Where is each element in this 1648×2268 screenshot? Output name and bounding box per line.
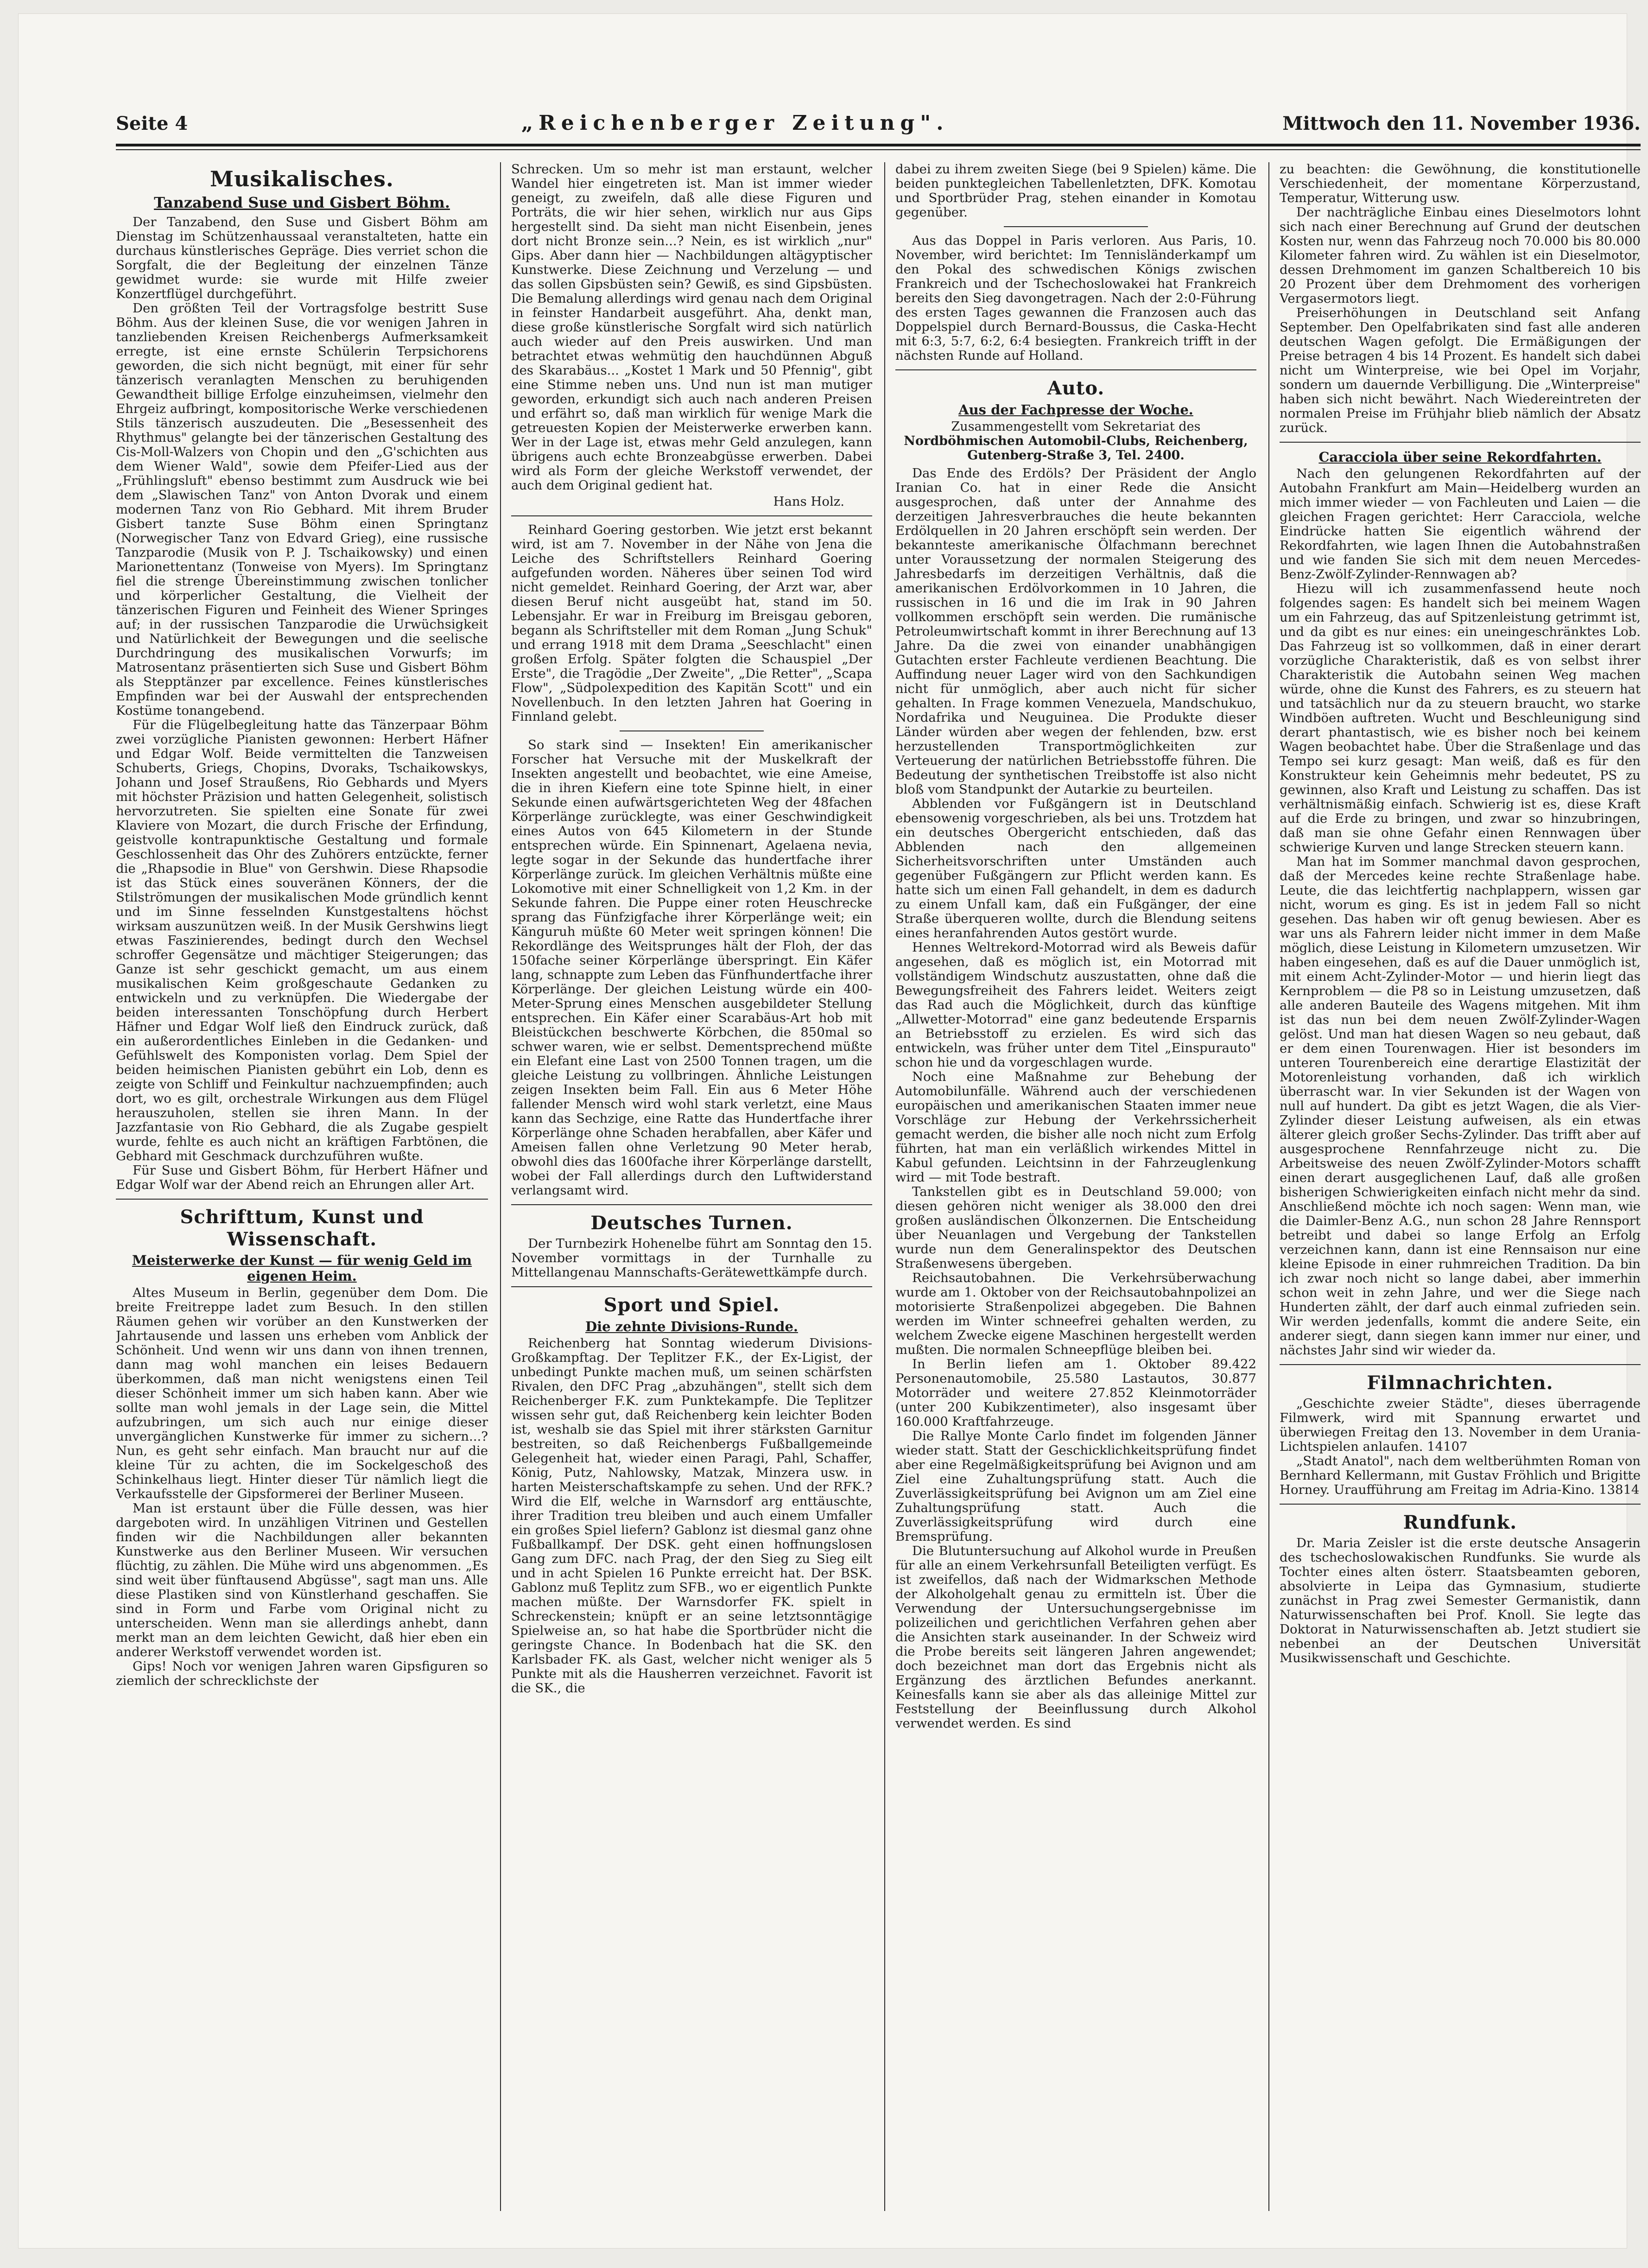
article-signature: Hans Holz. (773, 494, 844, 509)
column-4 (1268, 162, 1641, 2211)
article-divider (1280, 1504, 1641, 1505)
article-paragraph: Die Blutuntersuchung auf Alkohol wurde in Preußen für alle an einem Verkehrsunfall Beteiligten verfügt. Es ist zweifellos, daß nach der Widmarkschen Methode der Alkoholgehalt genau zu ermitteln ist. Über die Verwendung der Untersuchungsergebnisse im polizeilichen und gerichtlichen Verfahren gehen aber die Ansichten stark auseinander. In der Schweiz wird die Probe bereits seit längeren Jahren angewendet; doch bezeichnet man dort das Ergebnis nicht als Ergänzung des ärztlichen Befundes anerkannt. Keinesfalls kann sie aber als das alleinige Mittel zur Feststellung der Beeinflussung durch Alkohol verwendet werden. Es sind (895, 1544, 1256, 1731)
article-paragraph: Nach den gelungenen Rekordfahrten auf der Autobahn Frankfurt am Main—Heidelberg wurden an mich immer wieder — von Fachleuten und Laien — die gleichen Fragen gerichtet: Herr Caracciola, welche Eindrücke hatten Sie eigentlich während der Rekordfahrten, wie lagen Ihnen die Autobahnstraßen und wie fanden Sie sich mit dem neuen Mercedes-Benz-Zwölf-Zylinder-Rennwagen ab? (1280, 466, 1641, 582)
article-paragraph-tennis: Aus das Doppel in Paris verloren. Aus Paris, 10. November, wird berichtet: Im Tennisländerkampf um den Pokal des schwedischen Königs zwischen Frankreich und der Tschechoslowakei hat Frankreich bereits den Sieg davongetragen. Nach der 2:0-Führung des ersten Tages gewannen die Franzosen auch das Doppelspiel durch Bernard-Boussus, die Caska-Hecht mit 6:3, 5:7, 6:2, 6:4 besiegten. Frankreich trifft in der nächsten Runde auf Holland. (895, 233, 1256, 363)
article-paragraph: zu beachten: die Gewöhnung, die konstitutionelle Verschiedenheit, der momentane Körperzustand, Temperatur, Witterung usw. (1280, 162, 1641, 205)
article-paragraph: dabei zu ihrem zweiten Siege (bei 9 Spielen) käme. Die beiden punktegleichen Tabellenletzten, DFK. Komotau und Sportbrüder Prag, stehen einander in Komotau gegenüber. (895, 162, 1256, 220)
column-1 (116, 162, 488, 2211)
article-paragraph: Den größten Teil der Vortragsfolge bestritt Suse Böhm. Aus der kleinen Suse, die vor wenigen Jahren in tanzliebenden Kreisen Reichenbergs Aufmerksamkeit erregte, ist eine ernste Schülerin Terpsichorens geworden, die sich nicht begnügt, mit einer für sehr tänzerisch veranlagten Menschen zu beruhigenden Gewandtheit billige Erfolge einzuheimsen, vielmehr den Ehrgeiz aufbringt, kompositorische Werke verschiedenen Stils tänzerisch auszudeuten. Die „Besessenheit des Rhythmus" gelangte bei der tänzerischen Gestaltung des Cis-Moll-Walzers von Chopin und den „G'schichten aus dem Wiener Wald", sowie dem Pfeifer-Lied aus der „Frühlingsluft" ebenso bestimmt zum Ausdruck wie bei dem „Slawischen Tanz" von Anton Dvorak und einem modernen Tanz von Rio Gebhard. Mit ihrem Bruder Gisbert tanzte Suse Böhm einen Springtanz (Norwegischer Tanz von Edvard Grieg), eine russische Tanzparodie (Musik von P. J. Tschaikowsky) und einen Marionettentanz (Tonweise von Myers). Im Springtanz fiel die strenge Übereinstimmung zwischen tonlicher und körperlicher Gestaltung, die Vielheit der tänzerischen Figuren und Feinheit des Wiener Springes auf; in der russischen Tanzparodie die Urwüchsigkeit und Natürlichkeit der Bewegungen und die seelische Durchdringung des musikalischen Vorwurfs; im Matrosentanz präsentierten sich Suse und Gisbert Böhm als Stepptänzer par excellence. Feines künstlerisches Empfinden war bei der Auswahl der entsprechenden Kostüme tonangebend. (116, 301, 488, 718)
section-heading-gymnastics: Deutsches Turnen. (590, 1212, 793, 1234)
article-title-division-round: Die zehnte Divisions-Runde. (585, 1319, 798, 1334)
article-paragraph: Der Tanzabend, den Suse und Gisbert Böhm am Dienstag im Schützenhaussaal veranstalteten, hatte ein durchaus künstlerisches Gepräge. Dies verriet schon die Sorgfalt, die der Begleitung der einzelnen Tänze gewidmet wurde: sie wurde mit Hilfe zweier Konzertflügel durchgeführt. (116, 215, 488, 301)
article-paragraph: Reichsautobahnen. Die Verkehrsüberwachung wurde am 1. Oktober von der Reichsautobahnpolizei an motorisierte Straßenpolizei abgegeben. Die Bahnen werden im Winter schneefrei gehalten werden, zu welchem Zwecke eigene Maschinen hergestellt werden mußten. Die normalen Schneepflüge bleiben bei. (895, 1271, 1256, 1357)
issue-date: Mittwoch den 11. November 1936. (1282, 113, 1641, 134)
masthead (116, 111, 1641, 135)
section-heading-literature: Schrifttum, Kunst und Wissenschaft. (180, 1206, 424, 1250)
section-heading-radio: Rundfunk. (1403, 1512, 1517, 1533)
article-paragraph: Für die Flügelbegleitung hatte das Tänzerpaar Böhm zwei vorzügliche Pianisten gewonnen: Herbert Häfner und Edgar Wolf. Beide vermittelten die Tanzweisen Schuberts, Griegs, Chopins, Dvoraks, Tschaikowskys, Johann und Josef Straußens, Rio Gebhards und Myers mit höchster Präzision und hatten Gelegenheit, solistisch hervorzutreten. Sie spielten eine Sonate für zwei Klaviere von Mozart, die durch Frische der Erfindung, geistvolle kontrapunktische Gestaltung und formale Geschlossenheit das Ohr des Zuhörers entzückte, ferner die „Rhapsodie in Blue" von Gershwin. Diese Rhapsodie ist das Stück eines souveränen Könners, der die Stilströmungen der musikalischen Mode gründlich kennt und im Sinne fesselnden Kunstgestaltens höchst wirksam auszunützen weiß. In der Musik Gershwins liegt etwas Faszinierendes, bedingt durch den Wechsel schroffer Gegensätze und mächtiger Steigerungen; das Ganze ist sehr geschickt gemacht, um aus einem musikalischen Keim großgeschaute Gedanken zu entwickeln und zu verknüpfen. Die Wiedergabe der beiden interessanten Tonschöpfung durch Herbert Häfner und Edgar Wolf ließ den Eindruck zurück, daß ein außerordentliches Einleben in die Gedanken- und Gefühlswelt des Komponisten vorlag. Dem Spiel der beiden heimischen Pianisten gebührt ein Lob, denn es zeigte von Schliff und Feinkultur nachzuempfinden; auch dort, wo es gilt, orchestrale Wirkungen aus dem Flügel herauszuholen, stellen sie ihren Mann. In der Jazzfantasie von Rio Gebhard, die als Zugabe gespielt wurde, fehlte es auch nicht an kräftigen Farbtönen, die Gebhard mit Geschmack durchzuführen wußte. (116, 718, 488, 1163)
article-divider (1004, 226, 1148, 227)
article-paragraph: Hennes Weltrekord-Motorrad wird als Beweis dafür angesehen, daß es möglich ist, ein Motorrad mit vollständigem Windschutz auszustatten, ohne daß die Bewegungsfreiheit des Fahrers leidet. Weiters zeigt das Rad auch die Möglichkeit, durch das künftige „Allwetter-Motorrad" eine ganz bedeutende Ersparnis an Betriebsstoff zu erzielen. Es wird sich das entwickeln, was früher unter dem Titel „Einspurauto" schon hie und da vorgeschlagen wurde. (895, 940, 1256, 1070)
article-paragraph: Dr. Maria Zeisler ist die erste deutsche Ansagerin des tschechoslowakischen Rundfunks. Sie wurde als Tochter eines alten österr. Staatsbeamten geboren, absolvierte in Leipa das Gymnasium, studierte zunächst in Prag zwei Semester Germanistik, dann Naturwissenschaften bei Prof. Knoll. Sie legte das Doktorat in Naturwissenschaften ab. Jetzt studiert sie nebenbei an der Deutschen Universität Musikwissenschaft und Geschichte. (1280, 1536, 1641, 1665)
masthead-rule-thin (116, 149, 1641, 150)
article-divider (1280, 442, 1641, 443)
article-paragraph: Preiserhöhungen in Deutschland seit Anfang September. Den Opelfabrikaten sind fast alle anderen deutschen Wagen gefolgt. Die Ermäßigungen der Preise betragen 4 bis 14 Prozent. Es handelt sich dabei nicht um Winterpreise, wie bei Opel im Vorjahr, sondern um dauernde Verbilligung. Die „Winterpreise" haben sich nicht bewährt. Nach Wiedereintreten der normalen Preise im Frühjahr blieb nämlich der Absatz zurück. (1280, 305, 1641, 435)
article-title-masterworks: Meisterwerke der Kunst — für wenig Geld im eigenen Heim. (132, 1252, 472, 1284)
article-paragraph: Die Rallye Monte Carlo findet im folgenden Jänner wieder statt. Statt der Geschicklichkeitsprüfung findet aber eine Regelmäßigkeitsprüfung bei Avignon und am Ziel eine Zuhaltungsprüfung statt. Auch die Zuverlässigkeitsprüfung bei Avignon um am Ziel eine Zuhaltungsprüfung statt. Auch die Zuverlässigkeitsprüfung wird durch eine Bremsprüfung. (895, 1429, 1256, 1544)
newspaper-title: „Reichenberger Zeitung". (521, 111, 949, 135)
article-paragraph: Man hat im Sommer manchmal davon gesprochen, daß der Mercedes keine rechte Straßenlage habe. Leute, die das leichtfertig nachplappern, wissen gar nicht, worum es ging. Es ist in jedem Fall so nicht gesehen. Das haben wir oft genug bewiesen. Aber es war uns als Fahrern leider nicht immer in dem Maße möglich, diese Leistung in Kilometern umzusetzen. Wir haben eingesehen, daß es auf die Dauer unmöglich ist, mit einem Acht-Zylinder-Motor — und hierin liegt das Kernproblem — die P8 so in Leistung umzusetzen, daß alle anderen Bauteile des Wagens mitgehen. Mit ihm ist das nun bei dem neuen Zwölf-Zylinder-Wagen gelöst. Und man hat diesen Wagen so neu gebaut, daß er dem einen Tourenwagen. Hier ist besonders im unteren Tourenbereich eine derartige Elastizität der Motorenleistung vorhanden, daß ich wirklich überrascht war. In vier Sekunden ist der Wagen von null auf hundert. Da gibt es jetzt Wagen, die als Vier-Zylinder dieser Leistung aufweisen, als ein etwas älterer gleich großer Sechs-Zylinder. Das trifft aber auf ausgesprochene Rennfahrzeuge nicht zu. Die Arbeitsweise des neuen Zwölf-Zylinder-Motors schafft einen derart ausgeglichenen Lauf, daß alle großen bisherigen Schwierigkeiten einfach nicht mehr da sind. Anschließend möchte ich noch sagen: Wenn man, wie die Daimler-Benz A.G., nun schon 28 Jahre Rennsport betreibt und dabei so lange Erfolg an Erfolg verzeichnen kann, dann ist eine Rennsaison nur eine kleine Episode in einer ruhmreichen Tradition. Da bin ich zwar noch nicht so lange dabei, aber immerhin schon weit in zehn Jahre, und wer die Siege nach Hunderten zählt, der darf auch einmal zufrieden sein. Wir werden jedenfalls, kommt die andere Seite, ein anderer siegt, dann siegen kann immer nur einer, und nächstes Jahr sind wir wieder da. (1280, 854, 1641, 1358)
article-title-dance-evening: Tanzabend Suse und Gisbert Böhm. (154, 194, 450, 211)
article-paragraph: Noch eine Maßnahme zur Behebung der Automobilunfälle. Während auch der verschiedenen europäischen und amerikanischen Staaten immer neue Vorschläge zur Hebung der Verkehrssicherheit gemacht werden, die bisher alle noch nicht zum Erfolg führten, hat man ein verläßlich wirkendes Mittel in Kabul gefunden. Leichtsinn in der Fahrzeuglenkung wird — mit Tode bestraft. (895, 1069, 1256, 1185)
article-subtitle: Nordböhmischen Automobil-Clubs, Reichenberg, (904, 434, 1248, 448)
article-paragraph: Hiezu will ich zusammenfassend heute noch folgendes sagen: Es handelt sich bei meinem Wagen um ein Fahrzeug, das auf Spitzenleistung getrimmt ist, und da gibt es nur eines: ein uneingeschränktes Lob. Das Fahrzeug ist so vollkommen, daß in einer derart vorzügliche Charakteristik, daß es von selbst ihrer Charakteristik die Autobahn seinen Weg machen würde, ohne die Kunst des Fahrers, es zu steuern hat und tatsächlich nur da zu steuern braucht, wo starke Windböen auftreten. Wucht und Beschleunigung sind derart phantastisch, wie es bisher noch bei keinem Wagen beobachtet habe. Über die Straßenlage und das Tempo sei kurz gesagt: Man weiß, daß es für den Konstrukteur kein Geheimnis mehr bedeutet, PS zu gewinnen, also Kraft und Leistung zu schaffen. Das ist verhältnismäßig einfach. Schwierig ist es, diese Kraft auf die Erde zu bringen, und zwar so hinzubringen, daß man sie ohne Gefahr einen Rennwagen über schwierige Kurven und lange Strecken steuern kann. (1280, 581, 1641, 855)
article-paragraph: Altes Museum in Berlin, gegenüber dem Dom. Die breite Freitreppe ladet zum Besuch. In den stillen Räumen gehen wir vorüber an den Kunstwerken der Jahrtausende und lassen uns erheben vom Anblick der Schönheit. Und wenn wir uns dann von ihnen trennen, dann mag wohl manchen ein leises Bedauern überkommen, daß man nicht wenigstens einen Teil dieser Schönheit immer um sich haben kann. Aber wie sollte man wohl jemals in der Lage sein, die Mittel aufzubringen, um sich auch nur einige dieser unvergänglichen Kunstwerke für immer zu sichern...? Nun, es geht sehr einfach. Man braucht nur auf die kleine Tür zu achten, die im Sockelgeschoß des Schinkelhaus liegt. Hinter dieser Tür nämlich liegt die Verkaufsstelle der Gipsformerei der Berliner Museen. (116, 1285, 488, 1501)
article-paragraph: In Berlin liefen am 1. Oktober 89.422 Personenautomobile, 25.580 Lastautos, 30.877 Motorräder und weitere 27.852 Kleinmotorräder (unter 200 Kubikzentimeter), also insgesamt über 160.000 Kraftfahrzeuge. (895, 1357, 1256, 1429)
article-title-caracciola: Caracciola über seine Rekordfahrten. (1318, 449, 1602, 465)
masthead-rule (116, 144, 1641, 146)
section-heading-sport: Sport und Spiel. (603, 1294, 780, 1316)
article-paragraph: Der nachträgliche Einbau eines Dieselmotors lohnt sich nach einer Berechnung auf Grund der deutschen Kosten nur, wenn das Fahrzeug noch 70.000 bis 80.000 Kilometer fahren wird. Zu wählen ist ein Dieselmotor, dessen Drehmoment im ganzen Schaltbereich 10 bis 20 Prozent über dem Drehmoment des vorherigen Vergasermotors liegt. (1280, 205, 1641, 306)
article-paragraph: „Stadt Anatol", nach dem weltberühmten Roman von Bernhard Kellermann, mit Gustav Fröhlich und Brigitte Horney. Uraufführung am Freitag im Adria-Kino. 13814 (1280, 1454, 1641, 1497)
article-divider (511, 1204, 872, 1205)
article-paragraph: Man ist erstaunt über die Fülle dessen, was hier dargeboten wird. In unzähligen Vitrinen und Gestellen finden wir die Nachbildungen aller bekannten Kunstwerke aus den Berliner Museen. Wir versuchen flüchtig, zu zählen. Die Mühe wird uns abgenommen. „Es sind weit über fünftausend Abgüsse", sagt man uns. Alle diese Plastiken sind von Künstlerhand geschaffen. Sie sind in Form und Farbe vom Original nicht zu unterscheiden. Wenn man sie allerdings anhebt, dann merkt man an dem leichten Gewicht, daß hier eben ein anderer Werkstoff verwendet worden ist. (116, 1501, 488, 1659)
article-paragraph: Schrecken. Um so mehr ist man erstaunt, welcher Wandel hier eingetreten ist. Man ist immer wieder geneigt, zu zweifeln, daß alle diese Figuren und Porträts, die wir hier sehen, wirklich nur aus Gips hergestellt sind. Da sieht man nicht Eisenbein, jenes dort nicht Bronze sein...? Nein, es ist wirklich „nur" Gips. Aber dann hier — Nachbildungen altägyptischer Kunstwerke. Diese Zeichnung und Verzelung — und das sollen Gipsbüsten sein? Gewiß, es sind Gipsbüsten. Die Bemalung allerdings wird genau nach dem Original in feinster Handarbeit ausgeführt. Aha, denkt man, diese große künstlerische Sorgfalt wird sich natürlich auch wieder auf den Preis auswirken. Und man betrachtet etwas wehmütig den hauchdünnen Abguß des Skarabäus... „Kostet 1 Mark und 50 Pfennig", gibt eine Stimme neben uns. Und nun ist man mutiger geworden, erkundigt sich auch nach anderen Preisen und erfährt so, daß man wirklich für wenige Mark die getreuesten Kopien der Meisterwerke erwerben kann. Wer in der Lage ist, etwas mehr Geld anzulegen, kann übrigens auch echte Bronzeabgüsse erwerben. Dabei wird als Form der gleiche Werkstoff verwendet, der auch dem Original gedient hat. (511, 162, 872, 493)
article-subtitle: Gutenberg-Straße 3, Tel. 2400. (967, 448, 1185, 463)
article-paragraph: Für Suse und Gisbert Böhm, für Herbert Häfner und Edgar Wolf war der Abend reich an Ehrungen aller Art. (116, 1163, 488, 1192)
article-paragraph-goering: Reinhard Goering gestorben. Wie jetzt erst bekannt wird, ist am 7. November in der Nähe von Jena die Leiche des Schriftstellers Reinhard Goering aufgefunden worden. Näheres über seinen Tod wird nicht gemeldet. Reinhard Goering, der Arzt war, aber diesen Beruf nicht ausgeübt hat, stand im 50. Lebensjahr. Er war in Freiburg im Breisgau geboren, begann als Schriftsteller mit dem Roman „Jung Schuk" und errang 1918 mit dem Drama „Seeschlacht" einen großen Erfolg. Später folgten die Schauspiel „Der Erste", die Tragödie „Der Zweite", „Die Retter", „Scapa Flow", „Südpolexpedition des Kapitän Scott" und ein Novellenbuch. In den letzten Jahren hat Goering in Finnland gelebt. (511, 522, 872, 724)
article-title-trade-press: Aus der Fachpresse der Woche. (958, 402, 1193, 418)
section-heading-music: Musikalisches. (210, 166, 394, 191)
page-number: Seite 4 (116, 113, 188, 134)
column-2 (500, 162, 872, 2211)
article-paragraph-insects: So stark sind — Insekten! Ein amerikanischer Forscher hat Versuche mit der Muskelkraft der Insekten angestellt und beobachtet, wie eine Ameise, die in ihren Kiefern eine tote Spinne hielt, in einer Sekunde einen aufwärtsgerichteten Weg der 48fachen Körperlänge zurücklegte, was einer Geschwindigkeit eines Autos von 645 Kilometern in der Stunde entsprechen würde. Ein Spinnenart, Agelaena nevia, legte sogar in der Sekunde das hundertfache ihrer Körperlänge zurück. Im gleichen Verhältnis müßte eine Lokomotive mit einer Schnelligkeit von 1,2 Km. in der Sekunde fahren. Die Puppe einer roten Heuschrecke sprang das Fünfzigfache ihrer Körperlänge weit; ein Känguruh müßte 60 Meter weit springen können! Die Rekordlänge des Weitsprunges hält der Floh, der das 150fache seiner Körperlänge überspringt. Ein Käfer lang, schnappte zum Leben das Fünfhundertfache ihrer Körperlänge. Der gleichen Leistung würde ein 400-Meter-Sprung eines Menschen ausgebildeter Stellung entsprechen. Ein Käfer einer Scarabäus-Art hob mit Bleistückchen beschwerte Körbchen, die 850mal so schwer waren, wie er selbst. Dementsprechend müßte ein Elefant eine Last von 2500 Tonnen tragen, um die gleiche Leistung zu vollbringen. Ähnliche Leistungen zeigen Insekten beim Fall. Ein aus 6 Meter Höhe fallender Mensch wird wohl stark verletzt, eine Maus kann das Sechzige, eine Ratte das Hundertfache ihrer Körperlänge ohne Schaden herabfallen, aber Käfer und Ameisen fallen ohne Verletzung 90 Meter herab, obwohl dies das 1600fache ihrer Körperlänge darstellt, wobei der Fall allerdings durch den Luftwiderstand verlangsamt wird. (511, 737, 872, 1198)
article-paragraph: Der Turnbezirk Hohenelbe führt am Sonntag den 15. November vormittags in der Turnhalle zu Mittellangenau Mannschafts-Gerätewettkämpfe durch. (511, 1236, 872, 1280)
article-paragraph: Das Ende des Erdöls? Der Präsident der Anglo Iranian Co. hat in einer Rede die Ansicht ausgesprochen, daß unter der Annahme des derzeitigen Jahresverbrauches die heute bekannten Erdölquellen in 20 Jahren erschöpft sein werden. Der bekannteste amerikanische Ölfachmann berechnet unter Voraussetzung der normalen Steigerung des Jahresbedarfs im derzeitigen Verhältnis, daß die amerikanischen Erdölvorkommen in 10 Jahren, die russischen in 16 und die im Irak in 90 Jahren vollkommen erschöpft sein werden. Die rumänische Petroleumwirtschaft kommt in ihrer Berechnung auf 13 Jahre. Da die zwei von einander unabhängigen Gutachten erster Fachleute verdienen Beachtung. Die Auffindung neuer Lager wird von den Sachkundigen nicht für unmöglich, aber auch nicht für sicher gehalten. In Frage kommen Venezuela, Mandschukuo, Nordafrika und Neuguinea. Die Produkte dieser Länder würden aber wegen der fehlenden, bzw. erst herzustellenden Transportmöglichkeiten zur Verteuerung der natürlichen Betriebsstoffe führen. Die Bedeutung der synthetischen Treibstoffe ist also nicht bloß vom Standpunkt der Autarkie zu beurteilen. (895, 466, 1256, 797)
article-divider (895, 369, 1256, 370)
article-divider (116, 1199, 488, 1200)
article-paragraph: Abblenden vor Fußgängern ist in Deutschland ebensowenig vorgeschrieben, als bei uns. Trotzdem hat ein deutsches Obergericht entschieden, daß das Abblenden nach den allgemeinen Sicherheitsvorschriften unter Umständen auch gegenüber Fußgängern zur Pflicht werden kann. Es hatte sich um einen Fall gehandelt, in dem es dadurch zu einem Unfall kam, daß ein Fußgänger, der eine Straße überqueren wollte, durch die Blendung seitens eines heranfahrenden Autos gestört wurde. (895, 796, 1256, 940)
section-heading-film: Filmnachrichten. (1367, 1372, 1553, 1394)
article-columns (116, 162, 1641, 2211)
article-paragraph: Tankstellen gibt es in Deutschland 59.000; von diesen gehören nicht weniger als 38.000 den drei großen ausländischen Ölkonzernen. Die Entscheidung über Neuanlagen und Vergebung der Tankstellen wurde nun dem Generalinspektor des Deutschen Straßenwesens übergeben. (895, 1184, 1256, 1271)
article-divider (511, 515, 872, 516)
article-divider (1280, 1364, 1641, 1365)
article-paragraph: Reichenberg hat Sonntag wiederum Divisions-Großkampftag. Der Teplitzer F.K., der Ex-Ligist, der unbedingt Punkte machen muß, um seinen schärfsten Rivalen, den DFC Prag „abzuhängen", stellt sich dem Reichenberger F.K. zum Punktekampfe. Die Teplitzer wissen sehr gut, daß Reichenberg kein leichter Boden ist, weshalb sie das Spiel mit ihrer stärksten Garnitur bestreiten, so daß Reichenbergs Fußballgemeinde Gelegenheit hat, wieder einen Paragi, Pahl, Schaffer, König, Putz, Nahlowsky, Matzak, Minzera usw. in harten Meisterschaftskampfe zu sehen. Und der RFK.? Wird die Elf, welche in Warnsdorf arg enttäuschte, ihrer Tradition treu bleiben und auch einem Umfaller ein großes Spiel liefern? Gablonz ist diesmal ganz ohne Fußballkampf. Der DSK. geht einen hoffnungslosen Gang zum DFC. nach Prag, der den Sieg zu Sieg eilt und in acht Spielen 16 Punkte erreicht hat. Der BSK. Gablonz muß Teplitz zum SFB., wo er eigentlich Punkte machen müßte. Der Warnsdorfer FK. spielt in Schreckenstein; knüpft er an seine letztsonntägige Spielweise an, so hat habe die Sportbrüder nicht die geringste Chance. In Bodenbach hat die SK. den Karlsbader FK. als Gast, welcher nicht weniger als 5 Punkte mit als die Hausherren verzeichnet. Favorit ist die SK., die (511, 1336, 872, 1696)
section-heading-auto: Auto. (1047, 377, 1105, 399)
article-subtitle: Zusammengestellt vom Sekretariat des (951, 419, 1201, 434)
article-paragraph: „Geschichte zweier Städte", dieses überragende Filmwerk, wird mit Spannung erwartet und überwiegen Freitag den 13. November in dem Urania-Lichtspielen anlaufen. 14107 (1280, 1396, 1641, 1454)
article-paragraph: Gips! Noch vor wenigen Jahren waren Gipsfiguren so ziemlich der schrecklichste der (116, 1659, 488, 1688)
article-divider (511, 1286, 872, 1287)
column-3 (884, 162, 1256, 2211)
